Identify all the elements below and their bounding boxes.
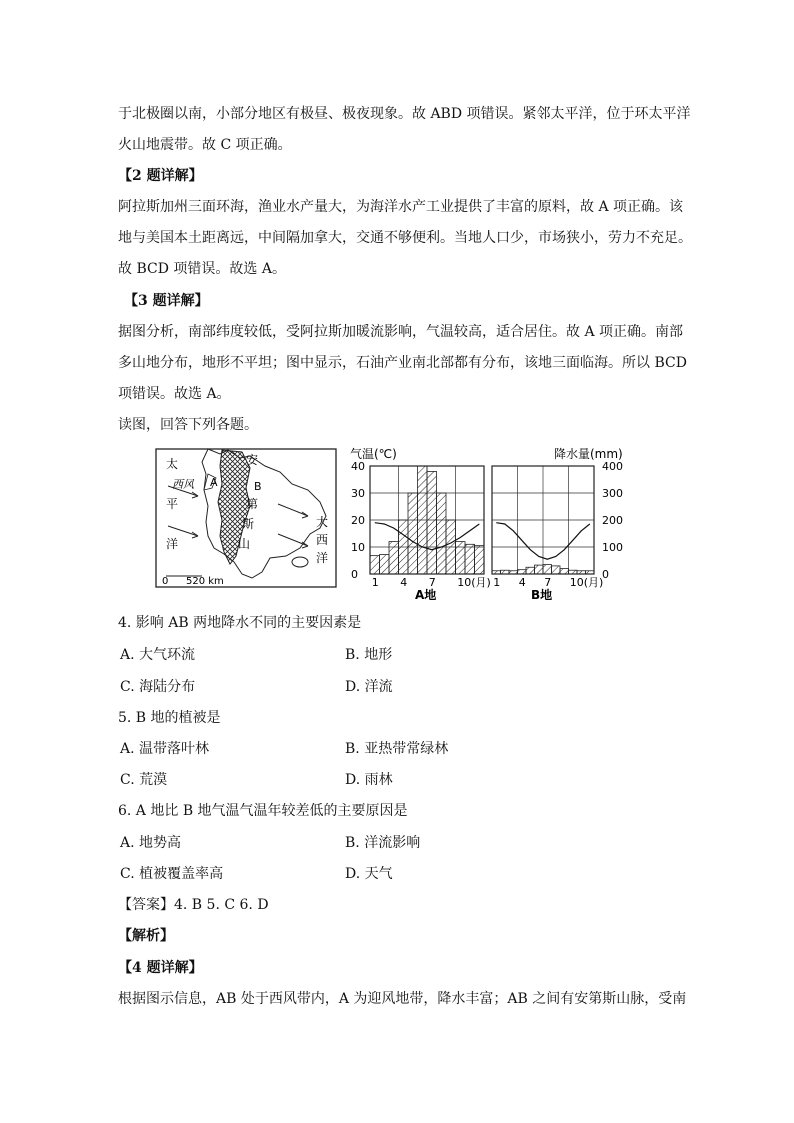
precip-tick-label: 300 [602, 487, 623, 500]
map-label: 西风 [172, 478, 194, 491]
month-tick-label: 7 [544, 576, 552, 589]
precip-tick-label: 200 [602, 514, 623, 527]
precip-tick-label: 400 [602, 460, 623, 473]
month-tick-label: 10(月) [457, 576, 491, 589]
option: A. 温带落叶林 [120, 741, 210, 757]
paragraph-line: 于北极圈以南，小部分地区有极昼、极夜现象。故 ABD 项错误。紧邻太平洋，位于环太平洋 [118, 106, 691, 122]
map-label: B [254, 480, 262, 493]
chart-b-precip-bar [535, 565, 544, 574]
map-label: 洋 [166, 537, 179, 551]
question-5: 5. B 地的植被是 [118, 710, 221, 726]
chart-b-precip-bar [509, 571, 518, 574]
option: B. 地形 [345, 647, 393, 663]
option: B. 亚热带常绿林 [345, 741, 449, 757]
chart-a-title: A地 [415, 588, 437, 602]
paragraph-line: 故 BCD 项错误。故选 A。 [118, 261, 286, 277]
month-tick-label: 1 [371, 576, 379, 589]
chart-a-precip-bar [427, 471, 437, 574]
section-heading: 【3 题详解】 [124, 293, 209, 309]
precip-tick-label: 0 [602, 568, 609, 581]
map-label: 安 [246, 453, 259, 467]
chart-a-precip-bar [370, 556, 380, 574]
temp-tick-label: 40 [351, 460, 365, 473]
paragraph-line: 阿拉斯加州三面环海，渔业水产量大，为海洋水产工业提供了丰富的原料，故 A 项正确。该 [118, 199, 684, 215]
chart-b-precip-bar [526, 567, 535, 574]
month-tick-label: 1 [493, 576, 501, 589]
month-tick-label: 7 [428, 576, 436, 589]
analysis-heading: 【解析】 [118, 928, 174, 944]
option: D. 天气 [345, 866, 393, 882]
paragraph-line: 据图分析，南部纬度较低，受阿拉斯加暖流影响，气温较高，适合居住。故 A 项正确。南部 [118, 324, 684, 340]
option: D. 雨林 [345, 772, 393, 788]
paragraph-line: 多山地分布，地形不平坦；图中显示，石油产业南北部都有分布，该地三面临海。所以 BCD [118, 355, 687, 371]
section-heading: 【2 题详解】 [118, 168, 203, 184]
chart-a [350, 446, 491, 602]
map-label: 大 [316, 515, 329, 529]
month-tick-label: 10(月) [569, 576, 604, 589]
chart-b-precip-bar [569, 570, 578, 574]
paragraph-line: 读图，回答下列各题。 [118, 417, 258, 433]
island [292, 557, 308, 567]
chart-b-precip-axis-title: 降水量(mm) [554, 447, 623, 461]
paragraph-line: 根据图示信息，AB 处于西风带内，A 为迎风地带，降水丰富；AB 之间有安第斯山脉，受南 [118, 991, 687, 1007]
map-label: A [210, 476, 218, 489]
chart-a-precip-bar [456, 542, 466, 574]
chart-b-precip-bar [501, 570, 510, 574]
paragraph-line: 火山地震带。故 C 项正确。 [118, 137, 292, 153]
month-tick-label: 4 [400, 576, 408, 589]
chart-b-title: B地 [531, 588, 553, 602]
map-label: 西 [316, 533, 329, 547]
chart-b-precip-bar [518, 570, 527, 574]
figure [150, 444, 660, 604]
option: C. 海陆分布 [120, 679, 196, 695]
chart-a-precip-bar [437, 493, 447, 574]
chart-a-temp-axis-title: 气温(℃) [350, 447, 397, 461]
answer-line: 【答案】4. B 5. C 6. D [118, 897, 269, 913]
chart-a-precip-bar [389, 542, 399, 574]
temp-tick-label: 10 [351, 541, 365, 554]
chart-a-precip-bar [446, 520, 456, 574]
chart-b-precip-bar [586, 571, 595, 574]
temp-tick-label: 30 [351, 487, 365, 500]
option: A. 大气环流 [120, 647, 196, 663]
map-label: 平 [166, 497, 179, 511]
section-heading: 【4 题详解】 [118, 960, 203, 976]
paragraph-line: 项错误。故选 A。 [118, 386, 231, 402]
scale-label: 520 km [186, 576, 224, 587]
chart-b-precip-bar [577, 571, 586, 574]
question-6: 6. A 地比 B 地气温气温年较差低的主要原因是 [118, 803, 408, 819]
chart-b-precip-bar [560, 569, 569, 574]
paragraph-line: 地与美国本土距离远，中间隔加拿大，交通不够便利。当地人口少，市场狭小，劳力不充足。 [118, 230, 692, 246]
temp-tick-label: 0 [351, 568, 358, 581]
option: C. 植被覆盖率高 [120, 866, 224, 882]
month-tick-label: 4 [518, 576, 526, 589]
chart-a-precip-bar [380, 555, 390, 574]
chart-b-precip-bar [543, 565, 552, 574]
option: C. 荒漠 [120, 772, 168, 788]
question-4: 4. 影响 AB 两地降水不同的主要因素是 [118, 615, 362, 631]
chart-b-precip-bar [552, 566, 561, 574]
option: B. 洋流影响 [345, 835, 421, 851]
precip-tick-label: 100 [602, 541, 623, 554]
map-panel [156, 449, 336, 587]
chart-a-precip-bar [408, 493, 418, 574]
chart-a-precip-bar [465, 544, 475, 574]
map-label: 太 [166, 457, 179, 471]
map-label: 山 [238, 537, 251, 551]
scale-label: 0 [162, 576, 169, 587]
chart-a-precip-bar [418, 466, 428, 574]
chart-b [492, 446, 623, 602]
chart-a-precip-bar [475, 546, 485, 574]
temp-tick-label: 20 [351, 514, 365, 527]
option: A. 地势高 [120, 835, 182, 851]
chart-a-precip-bar [399, 520, 409, 574]
option: D. 洋流 [345, 679, 393, 695]
map-label: 洋 [316, 551, 329, 565]
map-label: 斯 [242, 517, 255, 531]
chart-b-precip-bar [492, 571, 501, 574]
map-label: 第 [246, 497, 259, 511]
